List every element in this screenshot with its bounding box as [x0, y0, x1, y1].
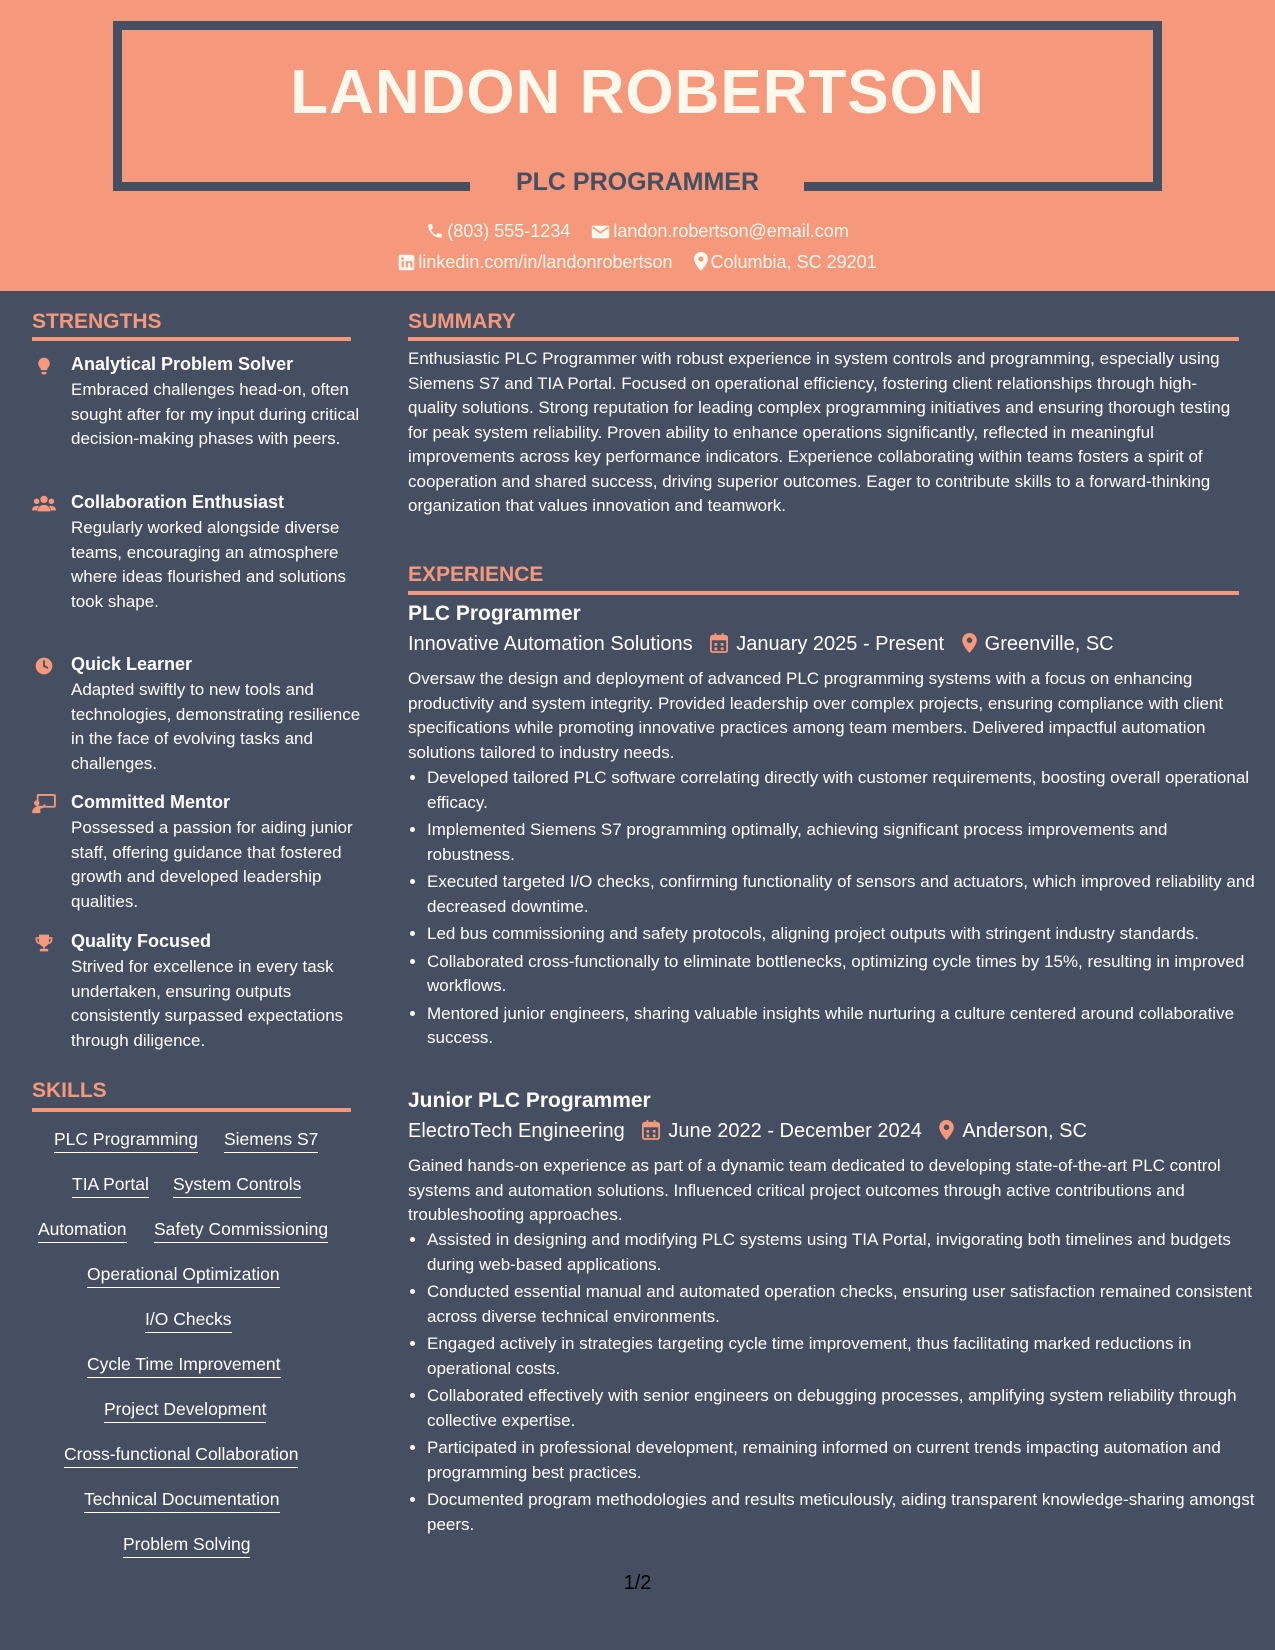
phone-icon — [426, 222, 444, 240]
strengths-heading: STRENGTHS — [32, 310, 162, 333]
skill-tag: Operational Optimization — [87, 1264, 280, 1288]
skill-tag: Technical Documentation — [84, 1489, 280, 1513]
candidate-title: PLC PROGRAMMER — [515, 168, 760, 196]
summary-rule — [408, 337, 1239, 341]
bullet-item: • Collaborated effectively with senior engineers on debugging processes, amplifying system reliability through collective expertise. — [427, 1384, 1257, 1433]
location-contact — [694, 252, 877, 273]
job-company: Innovative Automation Solutions — [408, 633, 693, 655]
skill-tag: Project Development — [104, 1399, 266, 1423]
skill-tag: Cross-functional Collaboration — [64, 1444, 298, 1468]
skills-rule — [32, 1108, 351, 1112]
strength-title: Collaboration Enthusiast — [71, 492, 285, 512]
trophy-icon — [32, 933, 56, 953]
skill-tag: Problem Solving — [123, 1534, 250, 1558]
lightbulb-icon — [32, 356, 56, 376]
bullet-item: • Participated in professional development, remaining informed on current trends impacting automation and programming best practices. — [427, 1436, 1257, 1485]
candidate-name: LANDON ROBERTSON — [290, 58, 985, 127]
skill-tag: Cycle Time Improvement — [87, 1354, 281, 1378]
location-text: Columbia, SC 29201 — [710, 252, 877, 272]
job-location: Anderson, SC — [962, 1120, 1087, 1142]
strength-desc: Strived for excellence in every task undertaken, ensuring outputs consistently surpassed expectations through diligence. — [71, 957, 344, 1050]
phone-text: (803) 555-1234 — [447, 221, 571, 241]
contact-row-2 — [0, 252, 1275, 273]
job-dates: June 2022 - December 2024 — [668, 1120, 922, 1142]
users-icon — [32, 494, 56, 514]
page-number: 1/2 — [623, 1572, 652, 1594]
strength-title: Quick Learner — [71, 654, 193, 674]
strength-desc: Regularly worked alongside diverse teams, encouraging an atmosphere where ideas flourished and solutions took shape. — [71, 518, 347, 611]
map-marker-icon — [939, 1120, 954, 1140]
skill-tag: System Controls — [173, 1174, 301, 1198]
skill-tag: I/O Checks — [145, 1309, 232, 1333]
strength-desc: Embraced challenges head-on, often sought after for my input during critical decision-making phases with peers. — [71, 380, 360, 448]
job-bullets — [408, 766, 1257, 1054]
linkedin-icon — [398, 254, 415, 271]
bullet-item: • Mentored junior engineers, sharing valuable insights while nurturing a culture centered around collaborative success. — [427, 1002, 1257, 1051]
bullet-item: • Conducted essential manual and automated operation checks, ensuring user satisfaction remained consistent across diverse technical environments. — [427, 1280, 1257, 1329]
bullet-item: • Developed tailored PLC software correlating directly with customer requirements, boosting overall operational efficacy. — [427, 766, 1257, 815]
calendar-icon — [710, 633, 728, 653]
phone-contact[interactable] — [426, 221, 570, 242]
experience-rule — [408, 591, 1239, 595]
bullet-item: • Engaged actively in strategies targeting cycle time improvement, thus facilitating marked reductions in operational costs. — [427, 1332, 1257, 1381]
bullet-item: • Led bus commissioning and safety protocols, aligning project outputs with stringent industry standards. — [427, 922, 1257, 947]
bullet-item: • Implemented Siemens S7 programming optimally, achieving significant process improvements and robustness. — [427, 818, 1257, 867]
job-location: Greenville, SC — [984, 633, 1114, 655]
job-company: ElectroTech Engineering — [408, 1120, 625, 1142]
clock-icon — [32, 656, 56, 676]
envelope-icon — [591, 224, 610, 240]
email-text: landon.robertson@email.com — [613, 221, 849, 241]
skill-tag: Siemens S7 — [224, 1129, 318, 1153]
job-title: PLC Programmer — [408, 602, 581, 625]
job-meta — [408, 633, 1114, 656]
summary-text: Enthusiastic PLC Programmer with robust experience in system controls and programming, especially using Siemens S7 and TIA Portal. Focused on operational efficiency, fostering client relationships through high-quality solutions. Strong reputation for leading complex programming initiatives and ensuring thorough testing for peak system reliability. Proven ability to enhance operations significantly, reflected in meaningful improvements across key performance indicators. Experience collaborating within teams fosters a spirit of cooperation and shared success, driving superior outcomes. Eager to contribute skills to a forward-thinking organization that values innovation and teamwork. — [408, 349, 1231, 515]
bullet-item: • Documented program methodologies and results meticulously, aiding transparent knowledge-sharing amongst peers. — [427, 1488, 1257, 1537]
map-marker-icon — [962, 633, 977, 653]
calendar-icon — [642, 1120, 660, 1140]
job-bullets — [408, 1228, 1257, 1540]
contact-row-1 — [0, 221, 1275, 242]
summary-heading: SUMMARY — [408, 310, 516, 333]
job-title: Junior PLC Programmer — [408, 1089, 651, 1112]
job-description: Oversaw the design and deployment of advanced PLC programming systems with a focus on enhancing productivity and system integrity. Provided leadership over complex projects, ensuring compliance with client specifications while promoting innovative practices among team members. Delivered impactful automation solutions tailored to industry needs. — [408, 669, 1224, 762]
linkedin-contact[interactable] — [398, 252, 672, 273]
strength-desc: Possessed a passion for aiding junior staff, offering guidance that fostered growth and developed leadership qualities. — [71, 818, 353, 911]
skill-tag: Automation — [38, 1219, 127, 1243]
job-dates: January 2025 - Present — [736, 633, 945, 655]
bullet-item: • Executed targeted I/O checks, confirming functionality of sensors and actuators, which improved reliability and decreased downtime. — [427, 870, 1257, 919]
strength-title: Quality Focused — [71, 931, 212, 951]
map-marker-icon — [694, 252, 708, 271]
bullet-item: • Assisted in designing and modifying PLC systems using TIA Portal, invigorating both timelines and budgets during web-based applications. — [427, 1228, 1257, 1277]
strength-desc: Adapted swiftly to new tools and technologies, demonstrating resilience in the face of evolving tasks and challenges. — [71, 680, 361, 773]
chalkboard-teacher-icon — [32, 794, 56, 814]
job-description: Gained hands-on experience as part of a dynamic team dedicated to developing state-of-the-art PLC control systems and automation solutions. Influenced critical project outcomes through active contributions and troubleshooting approaches. — [408, 1156, 1221, 1224]
skills-heading: SKILLS — [32, 1079, 107, 1102]
job-meta — [408, 1120, 1087, 1143]
linkedin-text: linkedin.com/in/landonrobertson — [418, 252, 673, 272]
skill-tag: Safety Commissioning — [154, 1219, 328, 1243]
experience-heading: EXPERIENCE — [408, 563, 544, 586]
email-contact[interactable] — [591, 221, 848, 242]
skill-tag: PLC Programming — [54, 1129, 198, 1153]
skill-tag: TIA Portal — [72, 1174, 149, 1198]
bullet-item: • Collaborated cross-functionally to eliminate bottlenecks, optimizing cycle times by 15%, resulting in improved workflows. — [427, 950, 1257, 999]
strength-title: Committed Mentor — [71, 792, 230, 812]
strength-title: Analytical Problem Solver — [71, 354, 294, 374]
strengths-rule — [32, 337, 351, 341]
